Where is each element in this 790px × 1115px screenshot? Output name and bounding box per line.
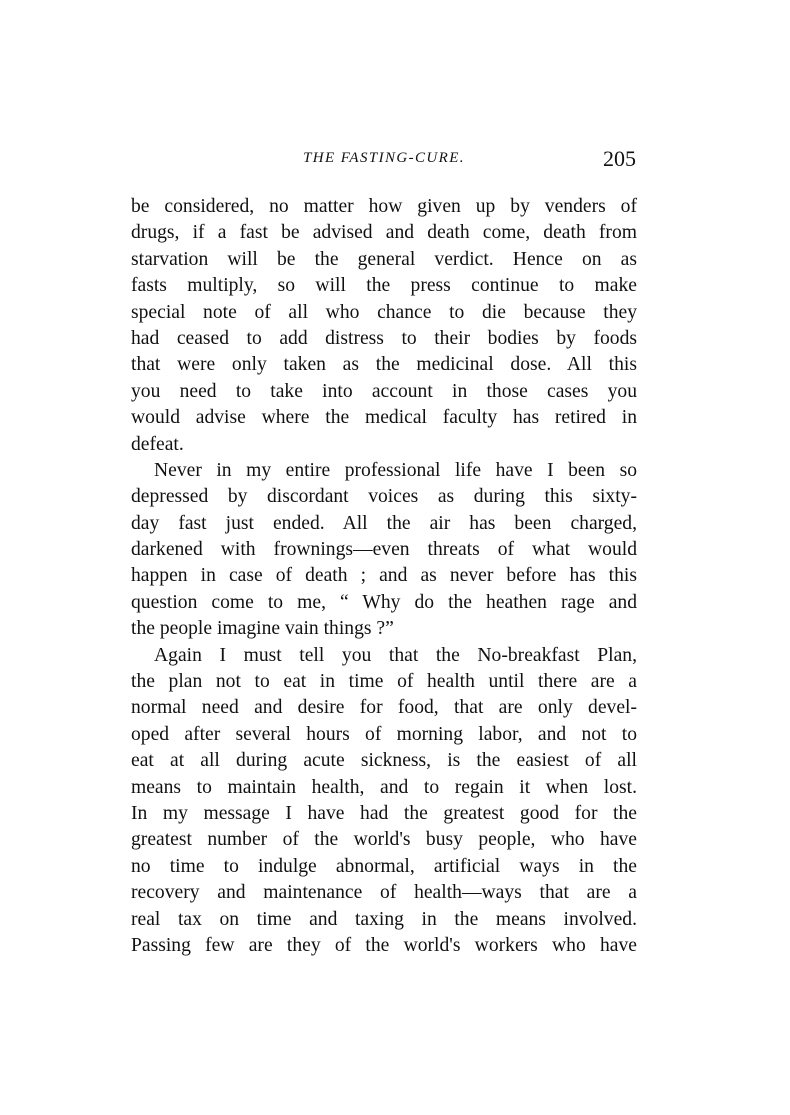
text-line: Never in my entire professional life have I been so [154,459,637,481]
text-line: normal need and desire for food, that are only devel- [131,697,637,719]
text-line: depressed by discordant voices as during this sixty- [131,486,637,508]
text-line: real tax on time and taxing in the means involved. [131,908,637,930]
text-line: that were only taken as the medicinal dose. All this [131,354,637,376]
paragraph-1 [131,194,637,458]
text-line: starvation will be the general verdict. Hence on as [131,248,637,270]
text-line: be considered, no matter how given up by venders of [131,196,637,217]
running-title: THE FASTING-CURE. [303,150,465,166]
text-line: In my message I have had the greatest good for the [131,802,637,824]
text-line: Again I must tell you that the No-breakfast Plan, [154,644,637,666]
text-line: greatest number of the world's busy people, who have [131,829,637,851]
text-line: Passing few are they of the world's workers who have [131,934,637,956]
text-line: recovery and maintenance of health—ways that are a [131,882,637,904]
text-line: question come to me, “ Why do the heathen rage and [131,591,637,613]
text-line: happen in case of death ; and as never before has this [131,565,637,587]
text-line: drugs, if a fast be advised and death come, death from [131,222,637,244]
text-line: the plan not to eat in time of health until there are a [131,671,637,693]
paragraph-3 [131,643,637,960]
text-line: defeat. [131,433,184,455]
text-line: had ceased to add distress to their bodies by foods [131,327,637,349]
text-line: would advise where the medical faculty has retired in [131,407,637,429]
text-line: you need to take into account in those cases you [131,380,637,402]
text-line: special note of all who chance to die because they [131,301,637,323]
page-number: 205 [603,146,636,171]
text-line: darkened with frownings—even threats of what would [131,539,637,561]
text-line: eat at all during acute sickness, is the easiest of all [131,750,637,772]
text-line: day fast just ended. All the air has been charged, [131,512,637,534]
body-text [131,194,637,959]
text-line: oped after several hours of morning labor, and not to [131,723,637,745]
page-header [131,146,637,176]
paragraph-2 [131,458,637,643]
text-line: no time to indulge abnormal, artificial ways in the [131,855,637,877]
text-line: means to maintain health, and to regain it when lost. [131,776,637,798]
text-line: fasts multiply, so will the press continue to make [131,275,637,297]
text-line: the people imagine vain things ?” [131,618,394,640]
